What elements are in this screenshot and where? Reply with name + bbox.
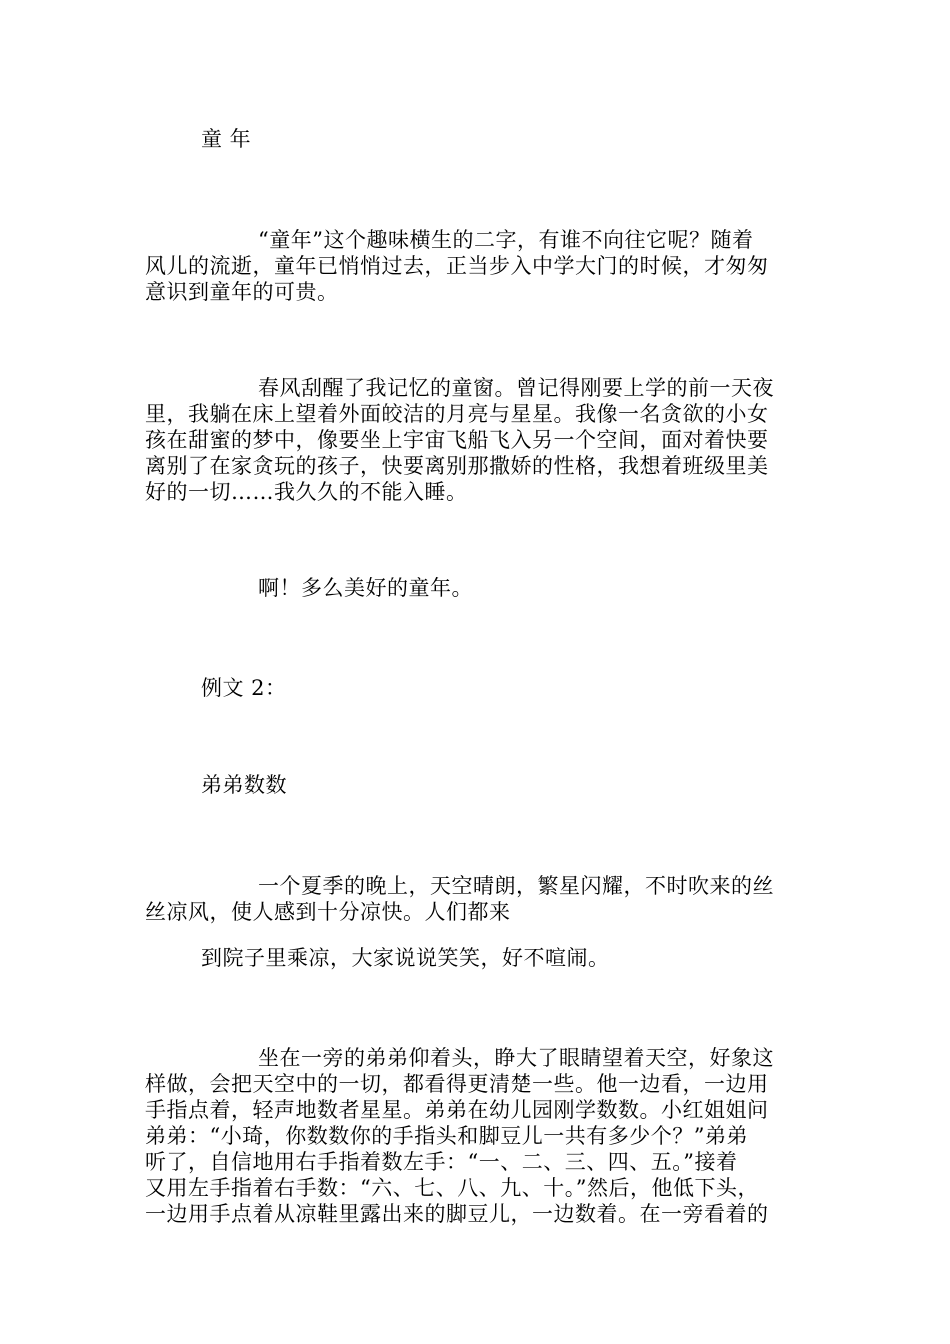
paragraph-6-line-2: 样做，会把天空中的一切，都看得更清楚一些。他一边看，一边用 — [145, 1072, 769, 1096]
paragraph-1-line-3: 意识到童年的可贵。 — [145, 280, 339, 304]
paragraph-6-line-3: 手指点着，轻声地数者星星。弟弟在幼儿园刚学数数。小红姐姐问 — [145, 1098, 769, 1122]
example-label: 例文 2： — [201, 676, 287, 700]
paragraph-2-line-5: 好的一切……我久久的不能入睡。 — [145, 480, 468, 504]
paragraph-2-line-4: 离别了在家贪玩的孩子，快要离别那撒娇的性格，我想着班级里美 — [145, 454, 769, 478]
paragraph-2-line-3: 孩在甜蜜的梦中，像要坐上宇宙飞船飞入另一个空间，面对着快要 — [145, 428, 769, 452]
paragraph-5: 到院子里乘凉，大家说说笑笑，好不喧闹。 — [201, 946, 610, 970]
paragraph-6-line-5: 听了，自信地用右手指着数左手：“一、二、三、四、五。”接着 — [145, 1150, 738, 1174]
paragraph-4-line-2: 丝凉风，使人感到十分凉快。人们都来 — [145, 900, 511, 924]
title-tongnian: 童 年 — [201, 127, 252, 151]
paragraph-1-line-1: “童年”这个趣味横生的二字，有谁不向往它呢？随着 — [258, 228, 754, 252]
paragraph-2-line-1: 春风刮醒了我记忆的童窗。曾记得刚要上学的前一天夜 — [258, 376, 774, 400]
title-didishushu: 弟弟数数 — [201, 773, 287, 797]
paragraph-6-line-7: 一边用手点着从凉鞋里露出来的脚豆儿，一边数着。在一旁看着的 — [145, 1202, 769, 1226]
paragraph-6-line-6: 又用左手指着右手数：“六、七、八、九、十。”然后，他低下头， — [145, 1176, 759, 1200]
paragraph-6-line-4: 弟弟：“小琦，你数数你的手指头和脚豆儿一共有多少个？”弟弟 — [145, 1124, 748, 1148]
paragraph-4-line-1: 一个夏季的晚上，天空晴朗，繁星闪耀，不时吹来的丝 — [258, 874, 774, 898]
paragraph-6-line-1: 坐在一旁的弟弟仰着头，睁大了眼睛望着天空，好象这 — [258, 1046, 774, 1070]
paragraph-3: 啊！多么美好的童年。 — [258, 576, 473, 600]
paragraph-1-line-2: 风儿的流逝，童年已悄悄过去，正当步入中学大门的时候，才匆匆 — [145, 254, 769, 278]
paragraph-2-line-2: 里，我躺在床上望着外面皎洁的月亮与星星。我像一名贪欲的小女 — [145, 402, 769, 426]
